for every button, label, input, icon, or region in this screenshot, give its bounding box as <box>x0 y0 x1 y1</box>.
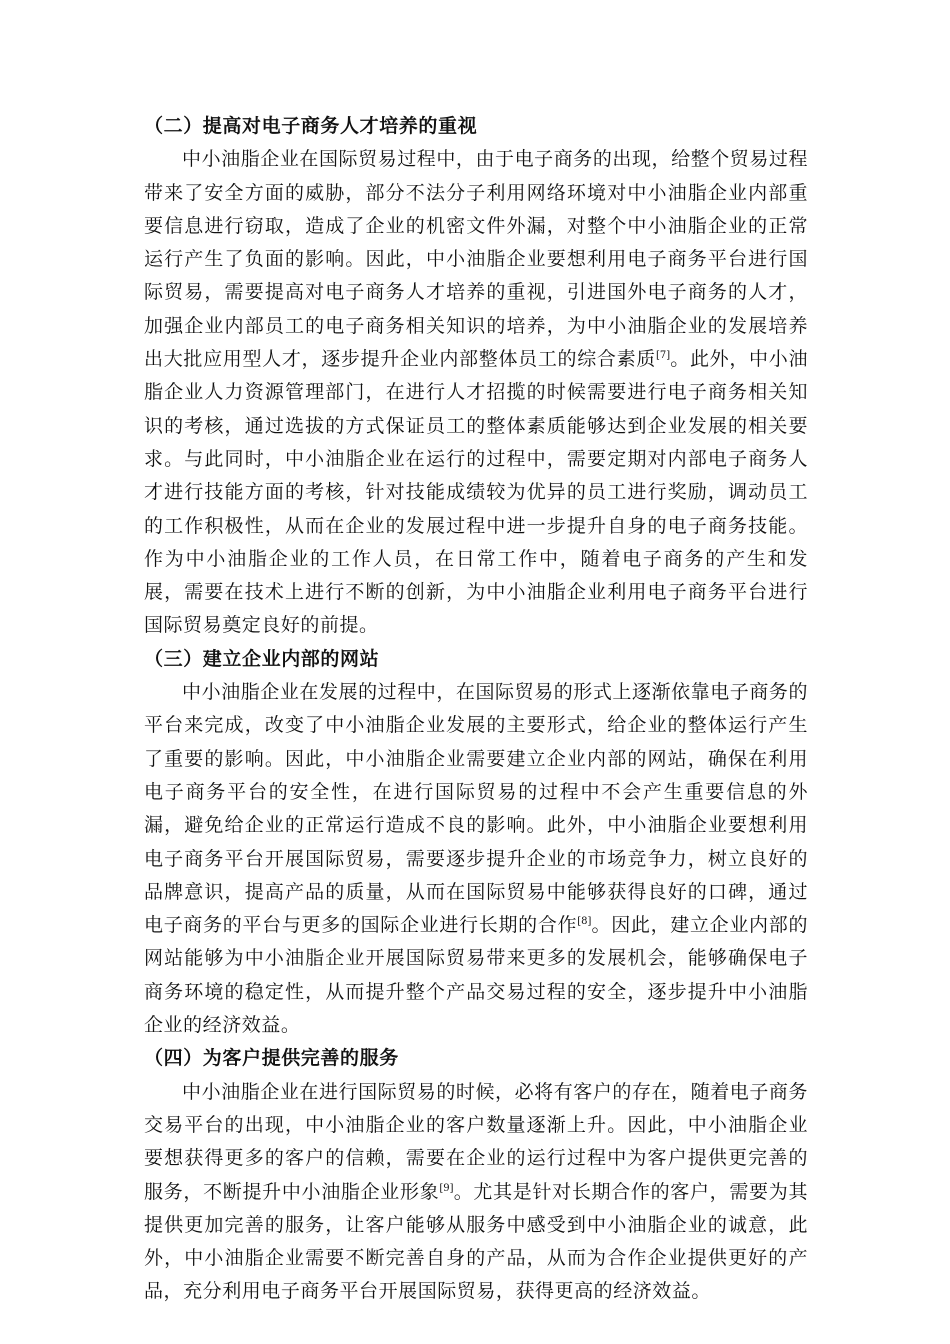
section-heading-3: （三）建立企业内部的网站 <box>144 647 380 670</box>
section-4-paragraph <box>144 1076 808 1309</box>
section-heading-2: （二）提高对电子商务人才培养的重视 <box>144 115 478 137</box>
paragraph-text: 中小油脂企业在进行国际贸易的时候，必将有客户的存在，随着电子商务交易平台的出现，中小油脂企业的客户数量逐渐上升。因此，中小油脂企业要想获得更多的客户的信赖，需要在企业的运行过程中为客户提供更完善的服务，不断提升中小油脂企业形象 <box>144 1080 808 1203</box>
paragraph-text: 。此外，中小油脂企业人力资源管理部门，在进行人才招揽的时候需要进行电子商务相关知识的考核，通过选拔的方式保证员工的整体素质能够达到企业发展的相关要求。与此同时，中小油脂企业在运行的过程中，需要定期对内部电子商务人才进行技能方面的考核，针对技能成绩较为优异的员工进行奖励，调动员工的工作积极性，从而在企业的发展过程中进一步提升自身的电子商务技能。作为中小油脂企业的工作人员，在日常工作中，随着电子商务的产生和发展，需要在技术上进行不断的创新，为中小油脂企业利用电子商务平台进行国际贸易奠定良好的前提。 <box>144 348 808 637</box>
document-page <box>144 110 808 1309</box>
section-heading-4: （四）为客户提供完善的服务 <box>144 1047 399 1070</box>
paragraph-text: 。尤其是针对长期合作的客户，需要为其提供更加完善的服务，让客户能够从服务中感受到中小油脂企业的诚意，此外，中小油脂企业需要不断完善自身的产品，从而为合作企业提供更好的产品，充分利用电子商务平台开展国际贸易，获得更高的经济效益。 <box>144 1180 808 1303</box>
citation-8: [8] <box>577 916 592 928</box>
section-2-paragraph <box>144 143 808 642</box>
paragraph-text: 中小油脂企业在发展的过程中，在国际贸易的形式上逐渐依靠电子商务的平台来完成，改变了中小油脂企业发展的主要形式，给企业的整体运行产生了重要的影响。因此，中小油脂企业需要建立企业内部的网站，确保在利用电子商务平台的安全性，在进行国际贸易的过程中不会产生重要信息的外漏，避免给企业的正常运行造成不良的影响。此外，中小油脂企业要想利用电子商务平台开展国际贸易，需要逐步提升企业的市场竞争力，树立良好的品牌意识，提高产品的质量，从而在国际贸易中能够获得良好的口碑，通过电子商务的平台与更多的国际企业进行长期的合作 <box>144 681 808 937</box>
section-3-paragraph <box>144 676 808 1042</box>
citation-9: [9] <box>439 1182 454 1194</box>
citation-7: [7] <box>655 350 671 362</box>
paragraph-text: 中小油脂企业在国际贸易过程中，由于电子商务的出现，给整个贸易过程带来了安全方面的威胁，部分不法分子利用网络环境对中小油脂企业内部重要信息进行窃取，造成了企业的机密文件外漏，对整个中小油脂企业的正常运行产生了负面的影响。因此，中小油脂企业要想利用电子商务平台进行国际贸易，需要提高对电子商务人才培养的重视，引进国外电子商务的人才，加强企业内部员工的电子商务相关知识的培养，为中小油脂企业的发展培养出大批应用型人才，逐步提升企业内部整体员工的综合素质 <box>144 148 808 371</box>
paragraph-text: 。因此，建立企业内部的网站能够为中小油脂企业开展国际贸易带来更多的发展机会，能够确保电子商务环境的稳定性，从而提升整个产品交易过程的安全，逐步提升中小油脂企业的经济效益。 <box>144 914 808 1037</box>
